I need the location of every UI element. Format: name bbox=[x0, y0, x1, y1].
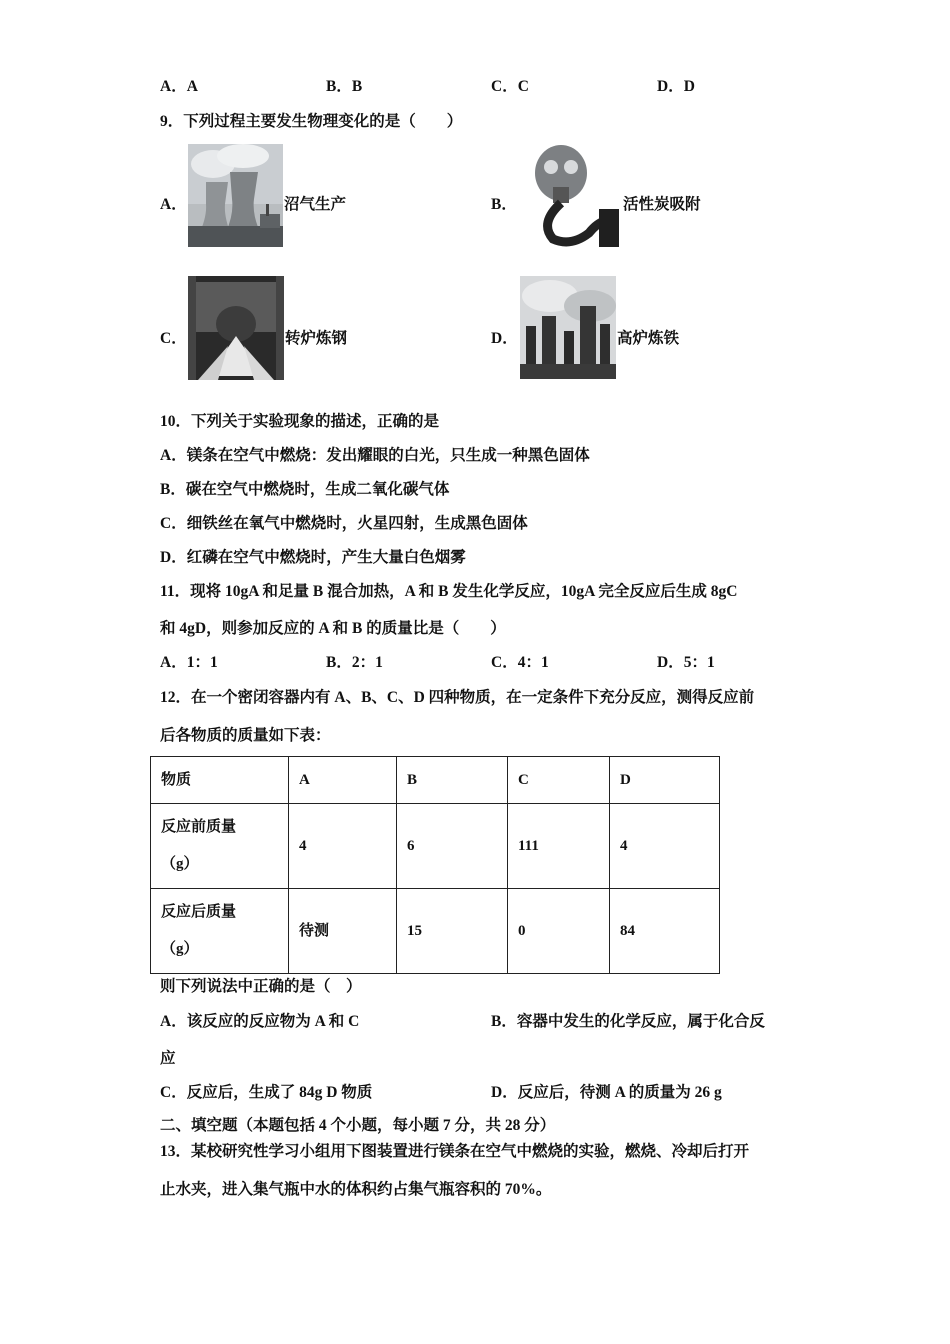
table-row-label: 反应前质量 （g） bbox=[151, 804, 289, 889]
table-row-label: 反应后质量 （g） bbox=[151, 889, 289, 974]
mass-table bbox=[150, 756, 720, 974]
table-cell: 84 bbox=[610, 889, 720, 974]
cooling-towers-image bbox=[188, 144, 283, 247]
q10-option-a: A．镁条在空气中燃烧：发出耀眼的白光，只生成一种黑色固体 bbox=[160, 447, 590, 464]
table-cell: 待测 bbox=[289, 889, 397, 974]
q9-option-a-letter: A． bbox=[160, 196, 187, 213]
table-header-cell: A bbox=[289, 757, 397, 804]
q9-option-c-label: 转炉炼钢 bbox=[285, 330, 348, 347]
q9-option-c-letter: C． bbox=[160, 330, 187, 347]
q12-option-c: C．反应后，生成了 84g D 物质 bbox=[160, 1084, 373, 1101]
q9-option-d-label: 高炉炼铁 bbox=[617, 330, 680, 347]
q9-option-d-letter: D． bbox=[491, 330, 518, 347]
table-header-cell: D bbox=[610, 757, 720, 804]
table-cell: 6 bbox=[397, 804, 508, 889]
q11-stem-line2: 和 4gD，则参加反应的 A 和 B 的质量比是（ ） bbox=[160, 620, 506, 637]
table-cell: 4 bbox=[610, 804, 720, 889]
q12-question: 则下列说法中正确的是（ ） bbox=[160, 978, 362, 995]
section-heading: 二、填空题（本题包括 4 个小题，每小题 7 分，共 28 分） bbox=[160, 1117, 556, 1134]
q9-option-b-letter: B． bbox=[491, 196, 517, 213]
q12-option-b-line2: 应 bbox=[160, 1050, 176, 1067]
q8-option-b: B．B bbox=[326, 78, 363, 95]
q9-stem: 9．下列过程主要发生物理变化的是（ ） bbox=[160, 113, 463, 130]
q9-option-a-label: 沼气生产 bbox=[284, 196, 347, 213]
q10-stem: 10．下列关于实验现象的描述，正确的是 bbox=[160, 413, 440, 430]
q13-line2: 止水夹，进入集气瓶中水的体积约占集气瓶容积的 70%。 bbox=[160, 1181, 552, 1198]
q11-option-a: A．1：1 bbox=[160, 654, 218, 671]
table-cell: 111 bbox=[508, 804, 610, 889]
table-cell: 0 bbox=[508, 889, 610, 974]
converter-steelmaking-image bbox=[188, 276, 284, 380]
q10-option-c: C．细铁丝在氧气中燃烧时，火星四射，生成黑色固体 bbox=[160, 515, 528, 532]
q10-option-d: D．红磷在空气中燃烧时，产生大量白色烟雾 bbox=[160, 549, 466, 566]
q12-option-d: D．反应后，待测 A 的质量为 26 g bbox=[491, 1084, 722, 1101]
table-header-cell: C bbox=[508, 757, 610, 804]
q11-option-b: B．2：1 bbox=[326, 654, 383, 671]
q10-option-b: B．碳在空气中燃烧时，生成二氧化碳气体 bbox=[160, 481, 450, 498]
table-row bbox=[151, 889, 720, 974]
table-header-row bbox=[151, 757, 720, 804]
q13-line1: 13．某校研究性学习小组用下图装置进行镁条在空气中燃烧的实验，燃烧、冷却后打开 bbox=[160, 1143, 750, 1160]
q12-option-a: A．该反应的反应物为 A 和 C bbox=[160, 1013, 360, 1030]
q8-option-a: A．A bbox=[160, 78, 198, 95]
q8-option-d: D．D bbox=[657, 78, 695, 95]
q9-option-b-label: 活性炭吸附 bbox=[623, 196, 701, 213]
table-header-cell: 物质 bbox=[151, 757, 289, 804]
table-cell: 15 bbox=[397, 889, 508, 974]
table-cell: 4 bbox=[289, 804, 397, 889]
q11-option-c: C．4：1 bbox=[491, 654, 549, 671]
q12-option-b-line1: B．容器中发生的化学反应，属于化合反 bbox=[491, 1013, 765, 1030]
gas-mask-image bbox=[519, 143, 623, 249]
table-header-cell: B bbox=[397, 757, 508, 804]
q12-stem-line2: 后各物质的质量如下表： bbox=[160, 727, 331, 744]
q8-option-c: C．C bbox=[491, 78, 529, 95]
table-row bbox=[151, 804, 720, 889]
q11-stem-line1: 11．现将 10gA 和足量 B 混合加热，A 和 B 发生化学反应，10gA 完全反应后生成 8gC bbox=[160, 583, 738, 600]
blast-furnace-image bbox=[520, 276, 616, 379]
q11-option-d: D．5：1 bbox=[657, 654, 715, 671]
q12-stem-line1: 12．在一个密闭容器内有 A、B、C、D 四种物质，在一定条件下充分反应，测得反应前 bbox=[160, 689, 755, 706]
